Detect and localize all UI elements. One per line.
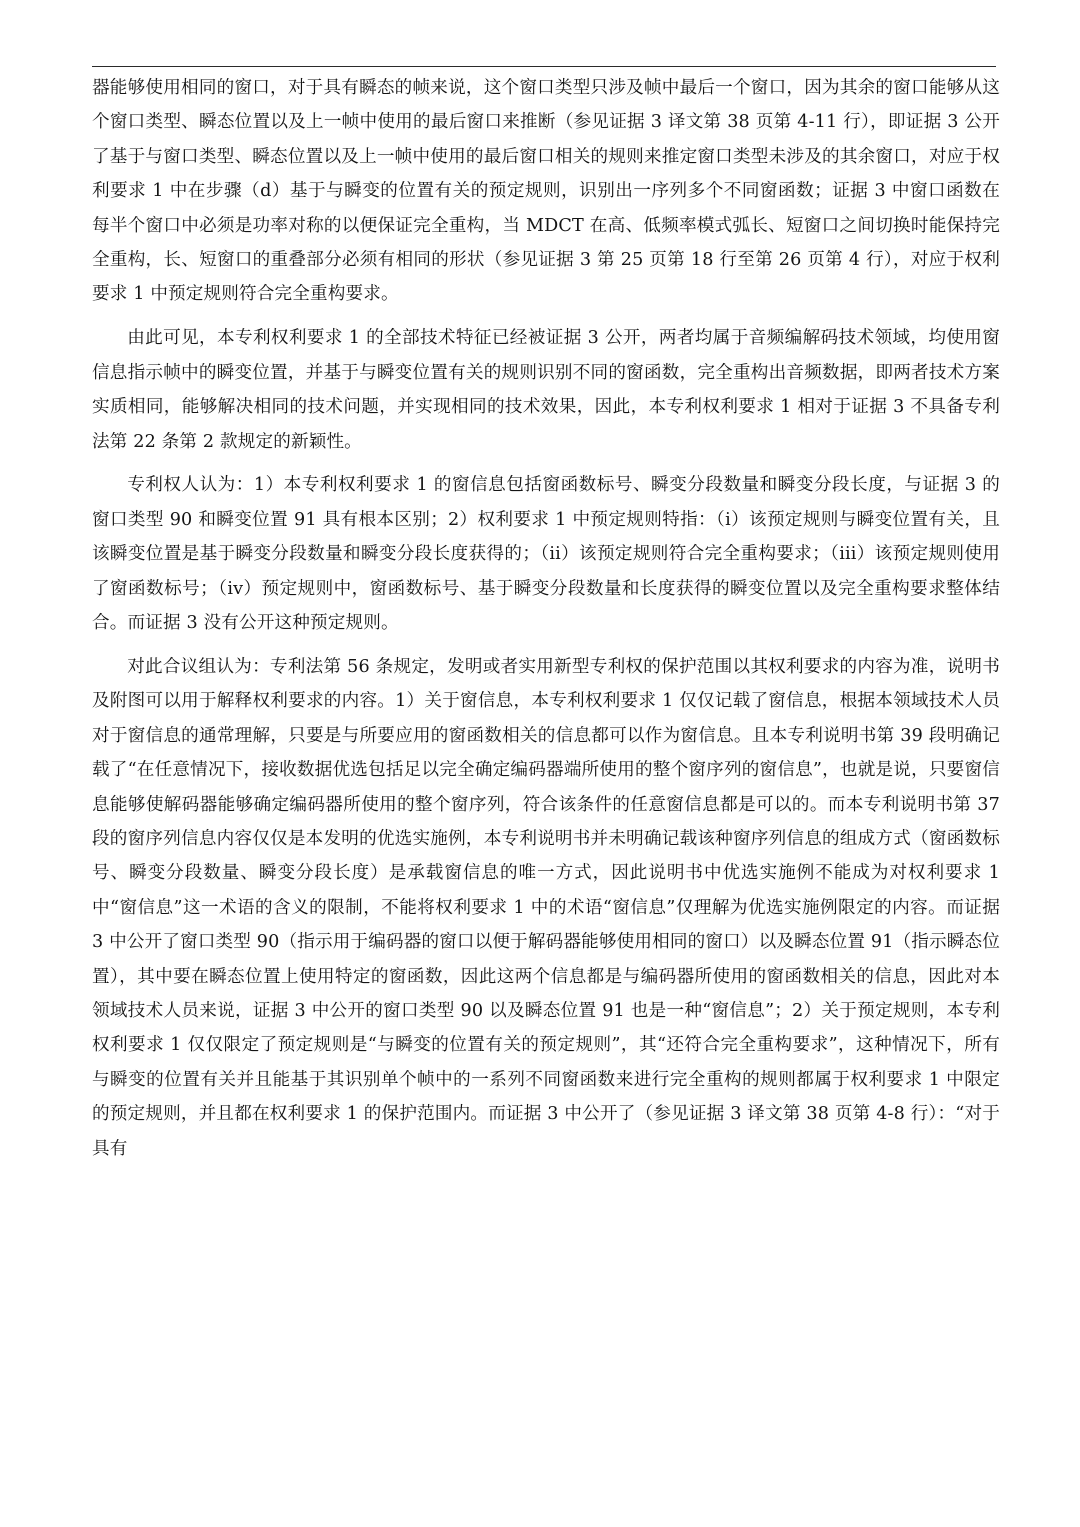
paragraph-1: 器能够使用相同的窗口，对于具有瞬态的帧来说，这个窗口类型只涉及帧中最后一个窗口，因为其余的窗口能够从这个窗口类型、瞬态位置以及上一帧中使用的最后窗口来推断（参见证据 3 译文第 38 页第 4-11 行），即证据 3 公开了基于与窗口类型、瞬态位置以及上一帧中使用的最后窗口相关的规则来推定窗口类型未涉及的其余窗口，对应于权利要求 1 中在步骤（d）基于与瞬变的位置有关的预定规则，识别出一序列多个不同窗函数；证据 3 中窗口函数在每半个窗口中必须是功率对称的以便保证完全重构，当 MDCT 在高、低频率模式弧长、短窗口之间切换时能保持完全重构，长、短窗口的重叠部分必须有相同的形状（参见证据 3 第 25 页第 18 行至第 26 页第 4 行），对应于权利要求 1 中预定规则符合完全重构要求。 (92, 78, 1000, 305)
paragraph-4: 对此合议组认为：专利法第 56 条规定，发明或者实用新型专利权的保护范围以其权利要求的内容为准，说明书及附图可以用于解释权利要求的内容。1）关于窗信息，本专利权利要求 1 仅仅记载了窗信息，根据本领域技术人员对于窗信息的通常理解，只要是与所要应用的窗函数相关的信息都可以作为窗信息。且本专利说明书第 39 段明确记载了“在任意情况下，接收数据优选包括足以完全确定编码器端所使用的整个窗序列的窗信息”，也就是说，只要窗信息能够使解码器能够确定编码器所使用的整个窗序列，符合该条件的任意窗信息都是可以的。而本专利说明书第 37 段的窗序列信息内容仅仅是本发明的优选实施例，本专利说明书并未明确记载该种窗序列信息的组成方式（窗函数标号、瞬变分段数量、瞬变分段长度）是承载窗信息的唯一方式，因此说明书中优选实施例不能成为对权利要求 1 中“窗信息”这一术语的含义的限制，不能将权利要求 1 中的术语“窗信息”仅理解为优选实施例限定的内容。而证据 3 中公开了窗口类型 90（指示用于编码器的窗口以便于解码器能够使用相同的窗口）以及瞬态位置 91（指示瞬态位置），其中要在瞬态位置上使用特定的窗函数，因此这两个信息都是与编码器所使用的窗函数相关的信息，因此对本领域技术人员来说，证据 3 中公开的窗口类型 90 以及瞬态位置 91 也是一种“窗信息”；2）关于预定规则，本专利权利要求 1 仅仅限定了预定规则是“与瞬变的位置有关的预定规则”，其“还符合完全重构要求”，这种情况下，所有与瞬变的位置有关并且能基于其识别单个帧中的一系列不同窗函数来进行完全重构的规则都属于权利要求 1 中限定的预定规则，并且都在权利要求 1 的保护范围内。而证据 3 中公开了（参见证据 3 译文第 38 页第 4-8 行）：“对于具有 (92, 657, 1000, 1159)
paragraph-3: 专利权人认为：1）本专利权利要求 1 的窗信息包括窗函数标号、瞬变分段数量和瞬变分段长度，与证据 3 的窗口类型 90 和瞬变位置 91 具有根本区别；2）权利要求 1 中预定规则特指：（i）该预定规则与瞬变位置有关，且该瞬变位置是基于瞬变分段数量和瞬变分段长度获得的；（ii）该预定规则符合完全重构要求；（iii）该预定规则使用了窗函数标号；（iv）预定规则中，窗函数标号、基于瞬变分段数量和长度获得的瞬变位置以及完全重构要求整体结合。而证据 3 没有公开这种预定规则。 (92, 475, 1000, 634)
paragraph-2: 由此可见，本专利权利要求 1 的全部技术特征已经被证据 3 公开，两者均属于音频编解码技术领域，均使用窗信息指示帧中的瞬变位置，并基于与瞬变位置有关的规则识别不同的窗函数，完全重构出音频数据，即两者技术方案实质相同，能够解决相同的技术问题，并实现相同的技术效果，因此，本专利权利要求 1 相对于证据 3 不具备专利法第 22 条第 2 款规定的新颖性。 (92, 328, 1000, 452)
document-body (92, 71, 1000, 1166)
header-rule (92, 66, 996, 67)
